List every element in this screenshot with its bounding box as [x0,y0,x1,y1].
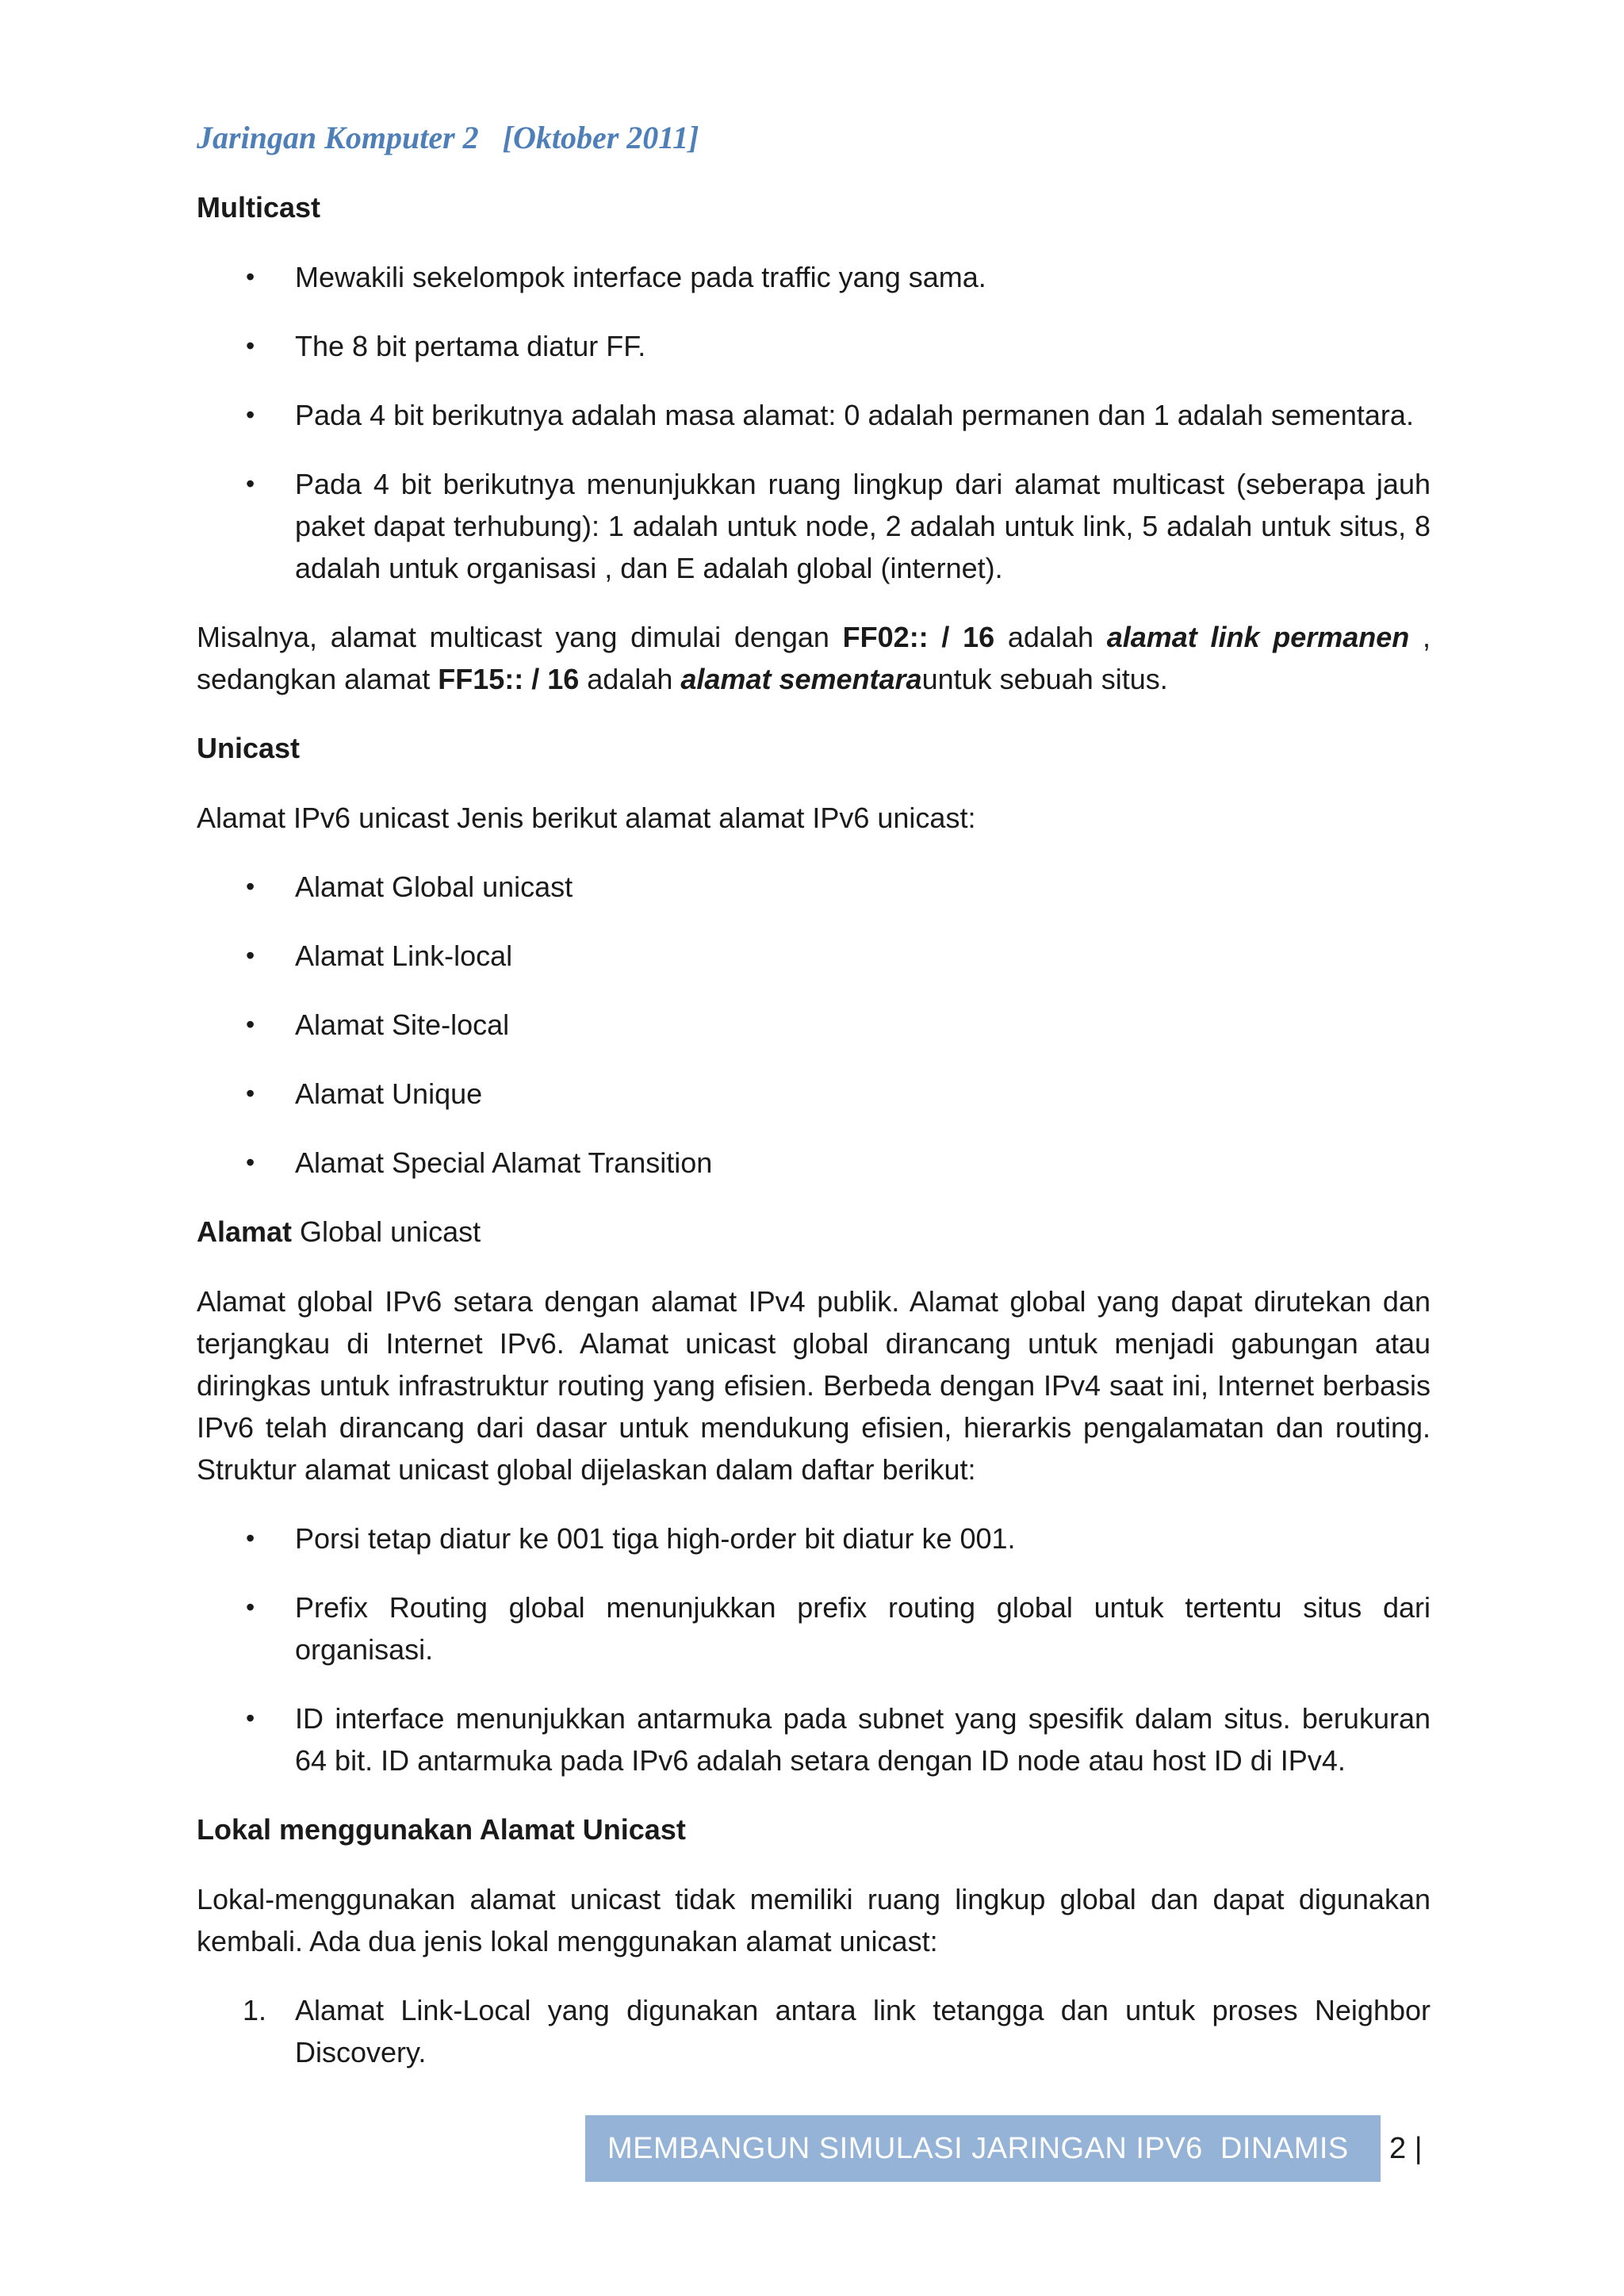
footer-title-band [585,2115,1381,2182]
list-item: • Porsi tetap diatur ke 001 tiga high-order bit diatur ke 001. [197,1517,1431,1559]
multicast-list [197,256,1431,589]
bullet-icon: • [246,331,255,360]
unicast-list [197,866,1431,1184]
list-item: • Pada 4 bit berikutnya menunjukkan ruang lingkup dari alamat multicast (seberapa jauh paket dapat terhubung): 1 adalah untuk node, 2 adalah untuk link, 5 adalah untuk situs, 8 adalah untuk organisasi , dan E adalah global (internet). [197,463,1431,589]
bullet-icon: • [246,872,255,901]
emphasis-text: alamat link permanen [1106,621,1410,653]
local-unicast-paragraph: Lokal-menggunakan alamat unicast tidak memiliki ruang lingkup global dan dapat digunakan kembali. Ada dua jenis lokal menggunakan alamat unicast: [197,1883,1431,1957]
page-header: Jaringan Komputer 2 [Oktober 2011] [197,120,699,155]
bullet-icon: • [246,1079,255,1108]
list-item: • Pada 4 bit berikutnya adalah masa alamat: 0 adalah permanen dan 1 adalah sementara. [197,394,1431,436]
bullet-icon: • [246,1524,255,1552]
bullet-icon: • [246,400,255,429]
bullet-icon: • [246,469,255,498]
section-heading-local-unicast: Lokal menggunakan Alamat Unicast [197,1813,686,1846]
section-heading-multicast: Multicast [197,191,321,224]
bullet-icon: • [246,1010,255,1039]
list-item: 1. Alamat Link-Local yang digunakan antara link tetangga dan untuk proses Neighbor Discovery. [197,1989,1431,2073]
list-item: • Alamat Special Alamat Transition [197,1142,1431,1184]
footer-title: MEMBANGUN SIMULASI JARINGAN IPV6 DINAMIS [607,2132,1349,2165]
unicast-intro: Alamat IPv6 unicast Jenis berikut alamat alamat IPv6 unicast: [197,802,976,834]
local-unicast-numbered-list [197,1989,1431,2073]
list-item: • Prefix Routing global menunjukkan prefix routing global untuk tertentu situs dari organisasi. [197,1586,1431,1670]
list-item: • Alamat Unique [197,1073,1431,1115]
bullet-icon: • [246,941,255,970]
page-content [197,186,1431,2100]
list-item: • Alamat Global unicast [197,866,1431,908]
code-text: FF15:: / 16 [438,663,580,695]
bullet-icon: • [246,262,255,291]
list-item: • Alamat Site-local [197,1004,1431,1046]
multicast-example-paragraph: Misalnya, alamat multicast yang dimulai dengan FF02:: / 16 adalah alamat link permanen , sedangkan alamat FF15:: / 16 adalah alamat sementarauntuk sebuah situs. [197,621,1431,695]
bullet-icon: • [246,1704,255,1732]
list-item: • Alamat Link-local [197,935,1431,977]
bullet-icon: • [246,1148,255,1177]
code-text: FF02:: / 16 [842,621,995,653]
global-unicast-list [197,1517,1431,1781]
list-item: • ID interface menunjukkan antarmuka pada subnet yang spesifik dalam situs. berukuran 64 bit. ID antarmuka pada IPv6 adalah setara dengan ID node atau host ID di IPv4. [197,1697,1431,1781]
section-heading-unicast: Unicast [197,732,301,764]
emphasis-text: alamat sementara [680,663,922,695]
page-number: 2 | [1389,2132,1423,2165]
list-item: • The 8 bit pertama diatur FF. [197,325,1431,367]
list-item: • Mewakili sekelompok interface pada traffic yang sama. [197,256,1431,298]
section-heading-global-unicast: Alamat Global unicast [197,1215,481,1248]
bullet-icon: • [246,1593,255,1621]
list-number: 1. [243,1994,267,2026]
global-unicast-paragraph: Alamat global IPv6 setara dengan alamat IPv4 publik. Alamat global yang dapat dirutekan dan terjangkau di Internet IPv6. Alamat unicast global dirancang untuk menjadi gabungan atau diringkas untuk infrastruktur routing yang efisien. Berbeda dengan IPv4 saat ini, Internet berbasis IPv6 telah dirancang dari dasar untuk mendukung efisien, hierarkis pengalamatan dan routing. Struktur alamat unicast global dijelaskan dalam daftar berikut: [197,1285,1431,1486]
